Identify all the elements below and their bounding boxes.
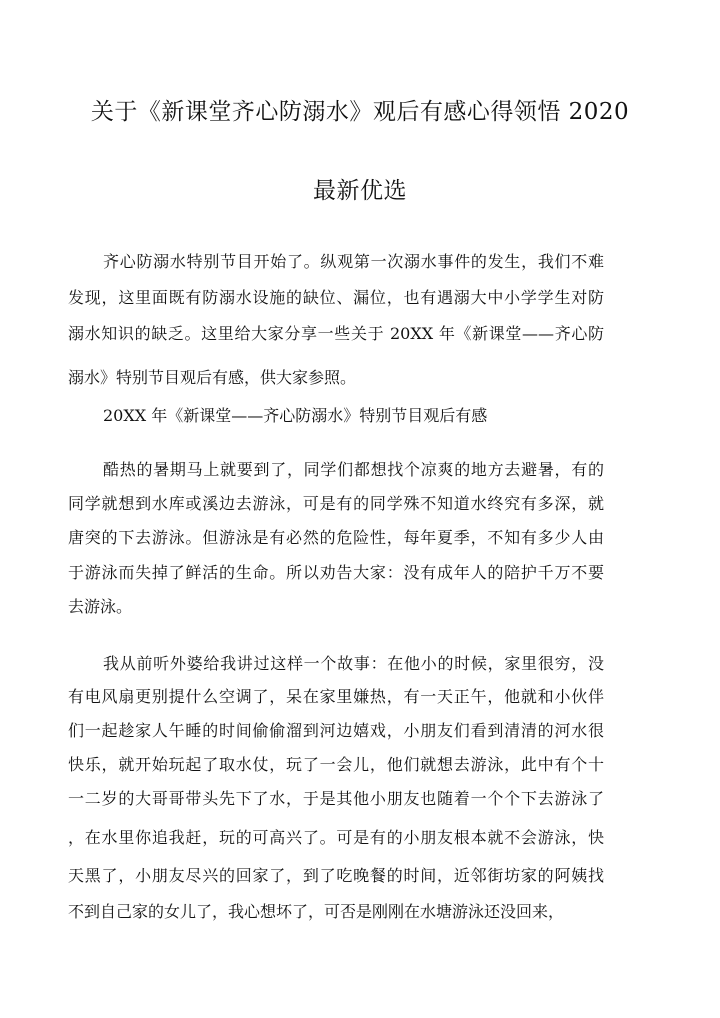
paragraph-4-line-3: 们一起趁家人午睡的时间偷偷溜到河边嬉戏，小朋友们看到清清的河水很 [68,721,604,740]
paragraph-1-line-1: 齐心防溺水特别节目开始了。纵观第一次溺水事件的发生，我们不难 [103,252,604,271]
paragraph-3-line-5: 去游泳。 [68,597,133,616]
paragraph-4-line-2: 有电风扇更别提什么空调了，呆在家里嫌热，有一天正午，他就和小伙伴 [68,687,604,706]
paragraph-1-line-4: 溺水》特别节目观后有感，供大家参照。 [68,368,357,387]
paragraph-3-line-4: 于游泳而失掉了鲜活的生命。所以劝告大家：没有成年人的陪护千万不要 [68,563,604,582]
paragraph-3-line-2: 同学就想到水库或溪边去游泳，可是有的同学殊不知道水终究有多深，就 [68,494,604,513]
paragraph-4-line-4: 快乐，就开始玩起了取水仗，玩了一会儿，他们就想去游泳，此中有个十 [68,755,604,774]
document-title-line-2: 最新优选 [313,178,407,204]
paragraph-1-line-2: 发现，这里面既有防溺水设施的缺位、漏位，也有遇溺大中小学学生对防 [68,288,604,307]
paragraph-4-line-1: 我从前听外婆给我讲过这样一个故事：在他小的时候，家里很穷，没 [103,654,604,673]
paragraph-3-line-1: 酷热的暑期马上就要到了，同学们都想找个凉爽的地方去避暑，有的 [103,460,604,479]
paragraph-4-line-5: 一二岁的大哥哥带头先下了水，于是其他小朋友也随着一个个下去游泳了 [68,789,604,808]
paragraph-3-line-3: 唐突的下去游泳。但游泳是有必然的危险性，每年夏季，不知有多少人由 [68,528,604,547]
paragraph-1-line-3: 溺水知识的缺乏。这里给大家分享一些关于 20XX 年《新课堂——齐心防 [68,324,604,343]
paragraph-4-line-7: 天黑了，小朋友尽兴的回家了，到了吃晚餐的时间，近邻街坊家的阿姨找 [68,866,604,885]
document-title-line-1: 关于《新课堂齐心防溺水》观后有感心得领悟 2020 [90,99,630,125]
paragraph-4-line-8: 不到自己家的女儿了，我心想坏了，可否是刚刚在水塘游泳还没回来， [68,902,565,921]
section-heading: 20XX 年《新课堂——齐心防溺水》特别节目观后有感 [103,406,488,425]
paragraph-4-line-6: ，在水里你追我赶，玩的可高兴了。可是有的小朋友根本就不会游泳，快 [68,828,604,847]
